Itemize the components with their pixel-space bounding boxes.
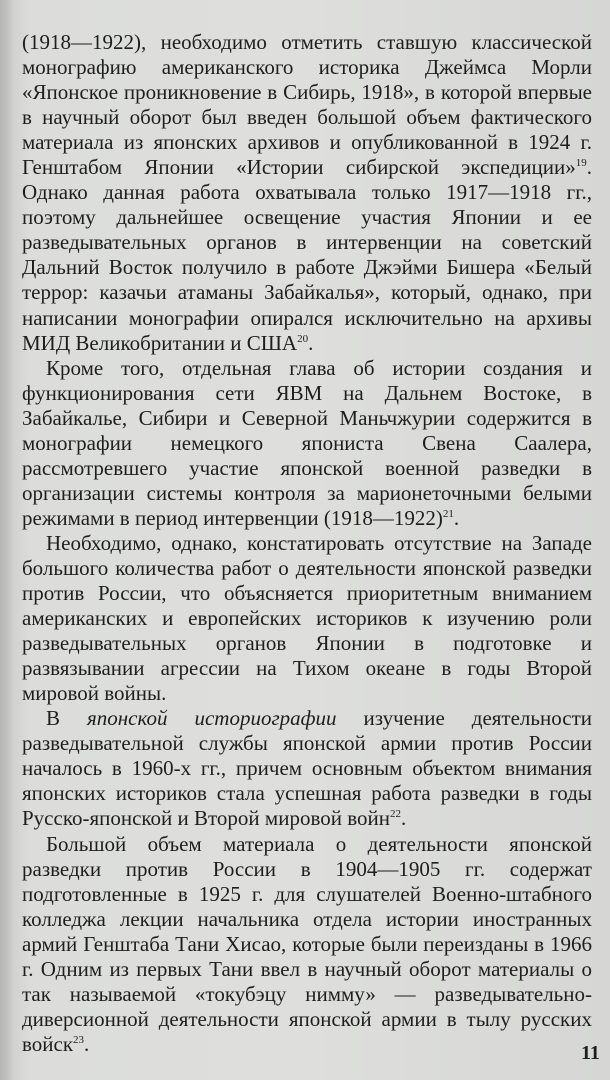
text-run: . [400, 806, 407, 831]
text-run: . Однако данная работа охватывала только 1917—1918 гг., поэтому дальнейшее освещение участия Японии и ее разведывательных органов в интервенции на советский Дальний Восток получило в работе Джэйми Бишера «Белый террор: казачьи атаманы Забайкалья», который, однако, при написании монографии опирался исключительно на архивы МИД Великобритании и США [22, 155, 592, 355]
text-run: В [46, 706, 87, 731]
page-number: 11 [581, 1042, 600, 1064]
paragraph [22, 832, 592, 1057]
paragraph [22, 706, 592, 831]
text-run: . [453, 505, 460, 530]
binding-shadow [0, 0, 14, 1080]
text-run: Кроме того, отдельная глава об истории создания и функционирования сети ЯВМ на Дальнем Востоке, в Забайкалье, Сибири и Северной Маньчжурии содержится в монографии немецкого япониста Свена Саалера, рассмотревшего участие японской военной разведки в организации системы контроля за марионеточными белыми режимами в период интервенции (1918—1922) [22, 355, 592, 530]
paragraph [22, 356, 592, 531]
text-run: . [308, 330, 314, 355]
footnote-marker: 22 [389, 808, 401, 821]
footnote-marker: 21 [442, 507, 454, 520]
footnote-marker: 23 [73, 1033, 85, 1046]
paragraph [22, 30, 592, 356]
body-text [22, 30, 592, 1057]
text-run: . [84, 1031, 90, 1056]
footnote-marker: 19 [575, 157, 587, 170]
text-run: (1918—1922), необходимо отметить ставшую классической монографию американского историка Джеймса Морли «Японское проникновение в Сибирь, 1918», в которой впервые в научный оборот был введен большой объем фактического материала из японских архивов и опубликованной в 1924 г. Генштабом Японии «Истории сибирской экспедиции» [22, 30, 592, 180]
text-run: Необходимо, однако, констатировать отсутствие на Западе большого количества работ о деятельности японской разведки против России, что объясняется приоритетным вниманием американских и европейских историков к изучению роли разведывательных органов Японии в подготовке и развязывании агрессии на Тихом океане в годы Второй мировой войны. [22, 530, 592, 706]
footnote-marker: 20 [297, 332, 309, 345]
paragraph [22, 531, 592, 706]
text-run: Большой объем материала о деятельности японской разведки против России в 1904—1905 гг. содержат подготовленные в 1925 г. для слушателей Военно-штабного колледжа лекции начальника отдела истории иностранных армий Генштаба Тани Хисао, которые были переизданы в 1966 г. Одним из первых Тани ввел в научный оборот материалы о так называемой «токубэцу нимму» — разведывательно-диверсионной деятельности японской армии в тылу русских войск [22, 831, 592, 1056]
text-run: изучение деятельности разведывательной службы японской армии против России началось в 1960-х гг., причем основным объектом внимания японских историков стала успешная работа разведки в годы Русско-японской и Второй мировой войн [22, 706, 592, 831]
italic-text: японской историографии [86, 706, 337, 731]
